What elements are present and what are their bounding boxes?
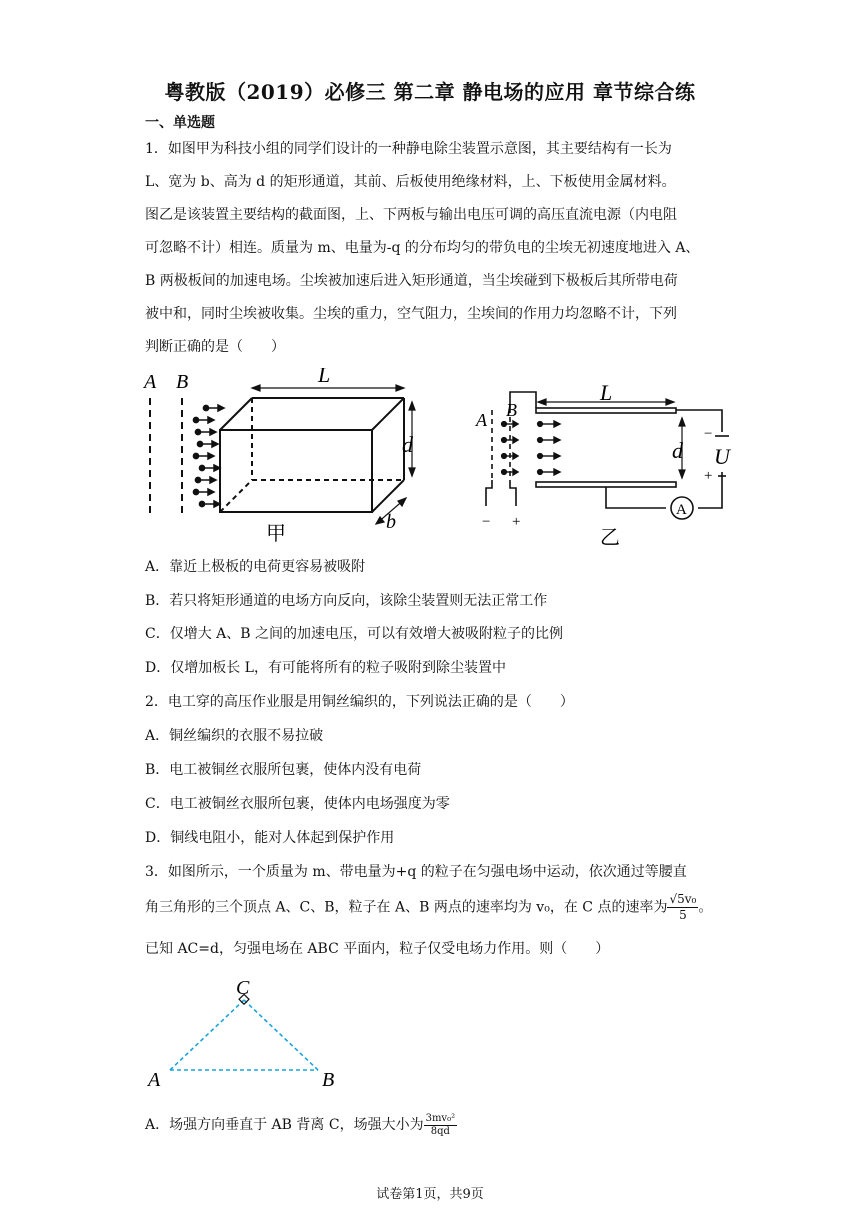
fig2-label-A: A	[476, 410, 487, 430]
question-3-line-2	[145, 892, 745, 923]
q1-line-7: 判断正确的是（ ）	[145, 339, 285, 355]
fig2-label-B: B	[506, 400, 517, 420]
page-title: 粤教版（2019）必修三 第二章 静电场的应用 章节综合练	[164, 80, 696, 104]
q3-option-a-text: A．场强方向垂直于 AB 背离 C，场强大小为	[145, 1117, 424, 1133]
q2-option-d: D．铜线电阻小，能对人体起到保护作用	[145, 830, 395, 846]
tri-label-B: B	[322, 1069, 335, 1091]
fig1-label-d: d	[402, 432, 413, 457]
q3-optA-den: 8qd	[430, 1125, 450, 1137]
figure-jia-dust-channel	[140, 368, 430, 548]
q1-option-d: D．仅增加板长 L，有可能将所有的粒子吸附到除尘装置中	[145, 660, 506, 676]
fig2-label-d: d	[672, 438, 683, 463]
figure-yi-cross-section	[472, 384, 742, 548]
q3-fraction	[667, 892, 698, 923]
ammeter-icon: A	[676, 502, 687, 518]
fig2-plus-U: +	[704, 468, 713, 484]
fig1-label-L: L	[318, 368, 331, 387]
fig1-caption: 甲	[266, 523, 286, 545]
section-heading: 一、单选题	[145, 115, 215, 131]
q3-line2-text: 角三角形的三个顶点 A、C、B，粒子在 A、B 两点的速率均为 v₀，在 C 点的速率为	[145, 899, 668, 916]
q3-frac-den: 5	[679, 908, 687, 922]
q3-line2-end: 。	[698, 899, 713, 916]
q3-option-a	[145, 1112, 745, 1138]
q1-option-b: B．若只将矩形通道的电场方向反向，该除尘装置则无法正常工作	[145, 593, 548, 609]
question-2-stem: 2．电工穿的高压作业服是用铜丝编织的，下列说法正确的是（ ）	[145, 694, 574, 710]
q1-option-c: C．仅增大 A、B 之间的加速电压，可以有效增大被吸附粒子的比例	[145, 626, 564, 642]
page-footer: 试卷第1页，共9页	[376, 1187, 484, 1202]
tri-label-A: A	[148, 1069, 161, 1091]
question-1-stem	[145, 133, 730, 364]
q1-line-2: L、宽为 b、高为 d 的矩形通道，其前、后板使用绝缘材料，上、下板使用金属材料。	[145, 174, 676, 190]
q1-line-4: 可忽略不计）相连。质量为 m、电量为-q 的分布均匀的带负电的尘埃无初速度地进入 A、	[145, 240, 700, 256]
q1-line-6: 被中和，同时尘埃被收集。尘埃的重力，空气阻力，尘埃间的作用力均忽略不计，下列	[145, 306, 677, 322]
fig2-label-L: L	[600, 384, 613, 405]
q3-optA-num: 3mv₀²	[425, 1112, 456, 1124]
question-3-line-3: 已知 AC=d，匀强电场在 ABC 平面内，粒子仅受电场力作用。则（ ）	[145, 941, 610, 957]
q3-frac-num: √5v₀	[669, 892, 697, 906]
tri-label-C: C	[236, 977, 250, 999]
fig2-caption: 乙	[600, 527, 620, 548]
q3-option-a-fraction	[424, 1113, 458, 1138]
q2-option-b: B．电工被铜丝衣服所包裹，使体内没有电荷	[145, 762, 422, 778]
q1-option-a: A．靠近上极板的电荷更容易被吸附	[145, 559, 366, 575]
q2-option-c: C．电工被铜丝衣服所包裹，使体内电场强度为零	[145, 796, 450, 812]
question-3-line-1: 3．如图所示，一个质量为 m、带电量为+q 的粒子在匀强电场中运动，依次通过等腰直	[145, 864, 687, 880]
fig2-label-U: U	[714, 444, 730, 469]
fig1-label-b: b	[386, 511, 396, 533]
fig1-label-A: A	[144, 371, 157, 393]
fig2-plus-B: +	[512, 514, 521, 530]
fig2-minus-A: −	[482, 514, 491, 530]
fig2-minus-U: −	[704, 426, 713, 442]
q2-option-a: A．铜丝编织的衣服不易拉破	[145, 728, 324, 744]
q1-line-5: B 两极板间的加速电场。尘埃被加速后进入矩形通道，当尘埃碰到下极板后其所带电荷	[145, 273, 678, 289]
fig1-label-B: B	[176, 371, 189, 393]
q1-line-3: 图乙是该装置主要结构的截面图，上、下两板与输出电压可调的高压直流电源（内电阻	[145, 207, 677, 223]
q1-line-1: 1．如图甲为科技小组的同学们设计的一种静电除尘装置示意图，其主要结构有一长为	[145, 141, 672, 157]
figure-triangle-abc	[140, 972, 350, 1094]
